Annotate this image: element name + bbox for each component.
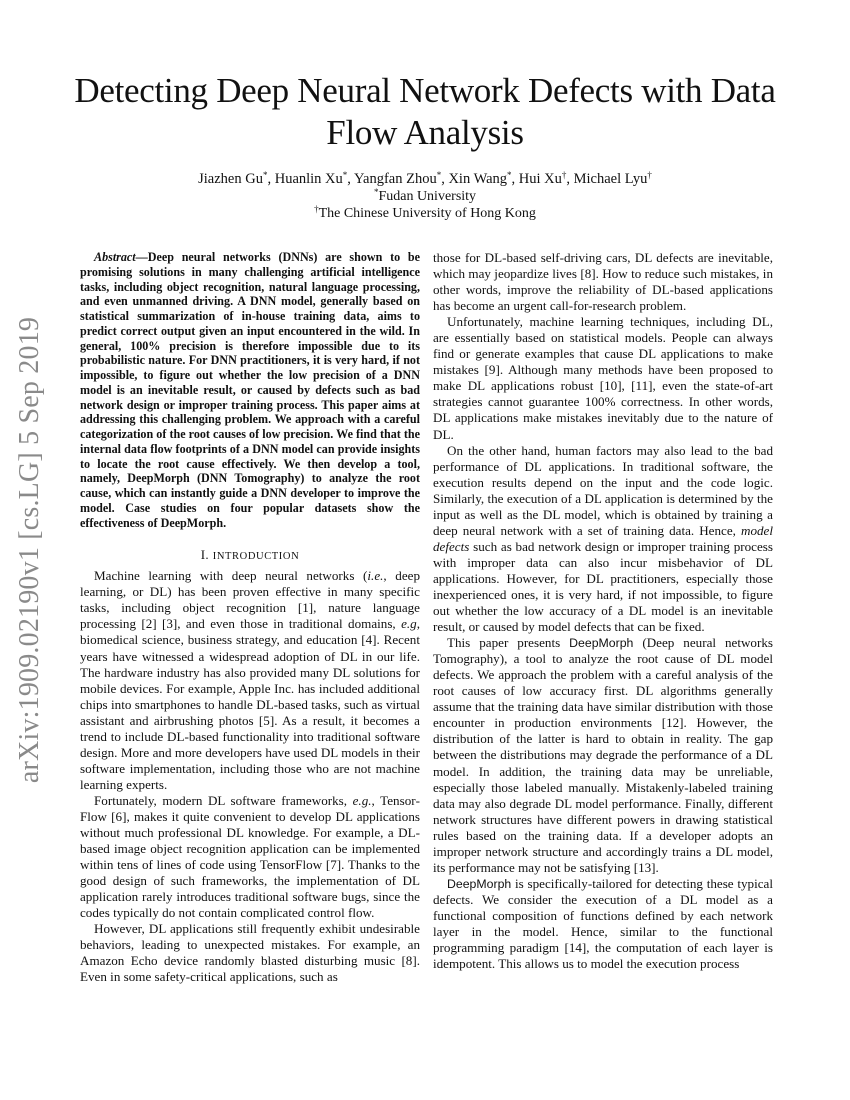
section-heading-introduction: I. INTRODUCTION: [200, 547, 300, 563]
arxiv-sidebar: [8, 300, 52, 800]
author: Jiazhen Gu*: [198, 170, 268, 187]
intro-paragraph-1: Machine learning with deep neural networks (i.e., deep learning, or DL) has been proven effective in many specific tasks, including object recognition [1], nature language processing [2] [3], and even those in traditional domains, e.g, biomedical science, business strategy, and education [4]. Recent years have witnessed a widespread adoption of DL in our life. The hardware industry has also provided many DL solutions for mobile devices. For example, Apple Inc. has included additional chips into smartphones to handle DL-based tasks, such as virtual assistant and airbrushing photos [5]. As a result, it becomes a trend to include DL-based functionality into traditional software design. More and more developers have used DL models in their software implementation, including those who are not machine learning experts.: [80, 568, 420, 792]
author: Xin Wang*: [448, 170, 512, 187]
author-list: Jiazhen Gu*, Huanlin Xu*, Yangfan Zhou*, Xin Wang*, Hui Xu†, Michael Lyu†: [198, 170, 652, 187]
arxiv-stamp: arXiv:1909.02190v1 [cs.LG] 5 Sep 2019: [14, 316, 45, 784]
model-defects-term: model defects: [433, 522, 773, 554]
author: Yangfan Zhou*: [354, 170, 442, 187]
paper-title: Detecting Deep Neural Network Defects with Data Flow Analysis: [74, 71, 776, 152]
affiliation-cuhk: †The Chinese University of Hong Kong: [314, 204, 536, 221]
intro-paragraph-6: This paper presents DeepMorph (Deep neural networks Tomography), a tool to analyze the root cause of DL model defects. We approach the problem with a careful analysis of the root causes of low accuracy first. DL algorithms generally assume that the training data have similar distribution with those encounter in production environments [12]. However, the distribution of the latter is hard to obtain in reality. The gap between the distributions may degrade the performance of a DL model. In addition, the training data may be unreliable, especially those labeled manually. Mistakenly-labeled training data may also degrade DL model performance. Finally, different network structures have different powers in drawing statistical rules based on the training data. If a developer adopts an improper network structure and accordingly trains a DL model, its performance may not be satisfying [13].: [433, 635, 773, 875]
tool-name: DeepMorph: [569, 636, 634, 651]
author: Huanlin Xu*: [274, 170, 348, 187]
abstract-text: Deep neural networks (DNNs) are shown to be promising solutions in many challenging artificial intelligence tasks, including object recognition, natural language processing, and even unmanned driving. A DNN model, generally based on statistical summarization of in-house training data, aims to predict correct output given an input encountered in the wild. In general, 100% precision is therefore impossible due to its probabilistic nature. For DNN practitioners, it is very hard, if not impossible, to figure out whether the low precision of a DNN model is an inevitable result, or caused by defects such as bad network design or improper training process. This paper aims at addressing this challenging problem. We approach with a careful categorization of the root causes of low precision. We find that the internal data flow footprints of a DNN model can provide insights to locate the root cause effectively. We then develop a tool, namely, DeepMorph (DNN Tomography) to analyze the root cause, which can instantly guide a DNN developer to improve the model. Case studies on four popular datasets show the effectiveness of DeepMorph.: [80, 250, 420, 530]
author: Hui Xu†: [518, 170, 567, 187]
left-column: [80, 250, 420, 986]
intro-paragraph-2: Fortunately, modern DL software frameworks, e.g., TensorFlow [6], makes it quite convenient to develop DL applications without much professional DL knowledge. For example, a DL-based image object recognition application can be implemented within tens of lines of code using TensorFlow [7]. Thanks to the good design of such frameworks, the implementation of DL application rarely introduces traditional software bugs, since the codes typically do not contain complicated control flow.: [80, 792, 420, 921]
author: Michael Lyu†: [573, 170, 652, 187]
abstract: Abstract—Deep neural networks (DNNs) are shown to be promising solutions in many challenging artificial intelligence tasks, including object recognition, natural language processing, and even unmanned driving. A DNN model, generally based on statistical summarization of in-house training data, aims to predict correct output given an input encountered in the wild. In general, 100% precision is therefore impossible due to its probabilistic nature. For DNN practitioners, it is very hard, if not impossible, to figure out whether the low precision of a DNN model is an inevitable result, or caused by defects such as bad network design or improper training process. This paper aims at addressing this challenging problem. We approach with a careful categorization of the root causes of low precision. We find that the internal data flow footprints of a DNN model can provide insights to locate the root cause effectively. We then develop a tool, namely, DeepMorph (DNN Tomography) to analyze the root cause, which can instantly guide a DNN developer to improve the model. Case studies on four popular datasets show the effectiveness of DeepMorph.: [80, 250, 420, 530]
intro-paragraph-5: On the other hand, human factors may also lead to the bad performance of DL applications. In traditional software, the execution results depend on the input and the code logic. Similarly, the execution of a DL application is determined by the input as well as the DL model, which is obtained by training a deep neural network with a set of training data. Hence, model defects such as bad network design or improper training process with improper data can also incur misbehavior of DL applications. However, for DL practitioners, especially those inexperienced ones, it is very hard, if not impossible, to figure out whether the low accuracy of a DL model is an inevitable result, or caused by model defects that can be fixed.: [433, 442, 773, 635]
right-column: [433, 250, 773, 972]
abstract-label: Abstract: [94, 250, 136, 264]
intro-paragraph-3-continued: those for DL-based self-driving cars, DL defects are inevitable, which may jeopardize lives [8]. How to reduce such mistakes, in other words, improve the reliability of DL-based applications has become an urgent call-for-research problem.: [433, 250, 773, 314]
tool-name: DeepMorph: [447, 876, 512, 891]
intro-paragraph-7: DeepMorph is specifically-tailored for detecting these typical defects. We consider the execution of a DL model as a functional composition of functions defined by each network layer in the model. Hence, similar to the functional programming paradigm [14], the computation of each layer is idempotent. This allows us to model the execution process: [433, 875, 773, 972]
affiliation-fudan: *Fudan University: [373, 187, 477, 204]
intro-paragraph-3-start: However, DL applications still frequently exhibit undesirable behaviors, leading to unexpected mistakes. For example, an Amazon Echo device randomly blasted disturbing music [8]. Even in some safety-critical applications, such as: [80, 921, 420, 985]
intro-paragraph-4: Unfortunately, machine learning techniques, including DL, are essentially based on statistical models. People can always find or generate examples that cause DL applications to make mistakes [9]. Although many methods have been proposed to make DL applications robust [10], [11], even the state-of-art strategies cannot guarantee 100% correctness. In other words, DL applications make mistakes inevitably due to the nature of DL.: [433, 314, 773, 442]
